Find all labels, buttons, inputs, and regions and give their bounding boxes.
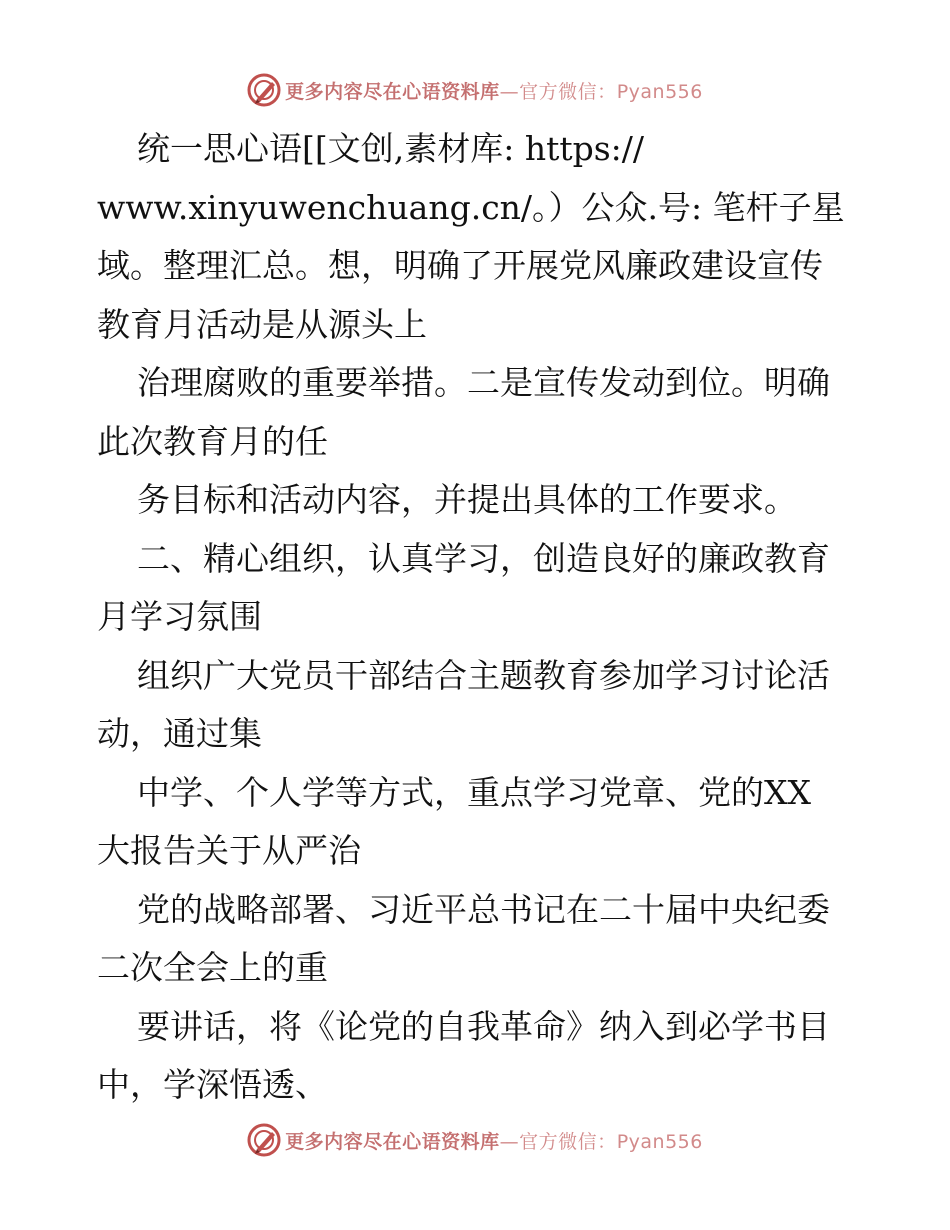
paragraph-line: 治理腐败的重要举措。二是宣传发动到位。明确 — [137, 363, 830, 402]
footer-banner — [0, 1120, 950, 1160]
section-heading-continued: 月学习氛围 — [97, 597, 262, 636]
document-body — [97, 120, 857, 1115]
paragraph-line: 党的战略部署、习近平总书记在二十届中央纪委 — [137, 889, 830, 929]
paragraph-line: 教育月活动是从源头上 — [97, 304, 427, 344]
paragraph-line: 域。整理汇总。想，明确了开展党风廉政建设宣传 — [97, 246, 823, 285]
paragraph-line: 大报告关于从严治 — [97, 831, 361, 870]
logo-icon — [247, 73, 281, 107]
header-banner-title: 更多内容尽在心语资料库 — [285, 80, 500, 103]
footer-banner-title: 更多内容尽在心语资料库 — [285, 1130, 500, 1153]
paragraph-line: 二次全会上的重 — [97, 948, 328, 987]
paragraph-line: www.xinyuwenchuang.cn/。）公众.号: 笔杆子星 — [97, 187, 845, 227]
paragraph-line: 统一思心语[[文创,素材库: https:// — [137, 129, 645, 168]
footer-banner-contact-id: Pyan556 — [616, 1130, 703, 1153]
paragraph-line: 务目标和活动内容，并提出具体的工作要求。 — [137, 480, 797, 519]
paragraph-line: 中，学深悟透、 — [97, 1065, 328, 1104]
paragraph-line: 此次教育月的任 — [97, 421, 328, 461]
header-banner-separator: — — [499, 80, 520, 103]
footer-banner-separator: — — [499, 1130, 520, 1153]
footer-banner-text — [285, 1127, 703, 1154]
paragraph-line: 组织广大党员干部结合主题教育参加学习讨论活 — [137, 655, 830, 695]
paragraph-line: 中学、个人学等方式，重点学习党章、党的XX — [137, 772, 811, 812]
header-banner-text — [285, 77, 703, 104]
paragraph-line: 动，通过集 — [97, 714, 262, 753]
footer-banner-contact-label: 官方微信： — [519, 1130, 617, 1153]
header-banner — [0, 70, 950, 110]
logo-icon — [247, 1123, 281, 1157]
paragraph-line: 要讲话，将《论党的自我革命》纳入到必学书目 — [137, 1006, 830, 1046]
section-heading: 二、精心组织，认真学习，创造良好的廉政教育 — [137, 538, 830, 578]
header-banner-contact-label: 官方微信： — [519, 80, 617, 103]
header-banner-contact-id: Pyan556 — [616, 80, 703, 103]
